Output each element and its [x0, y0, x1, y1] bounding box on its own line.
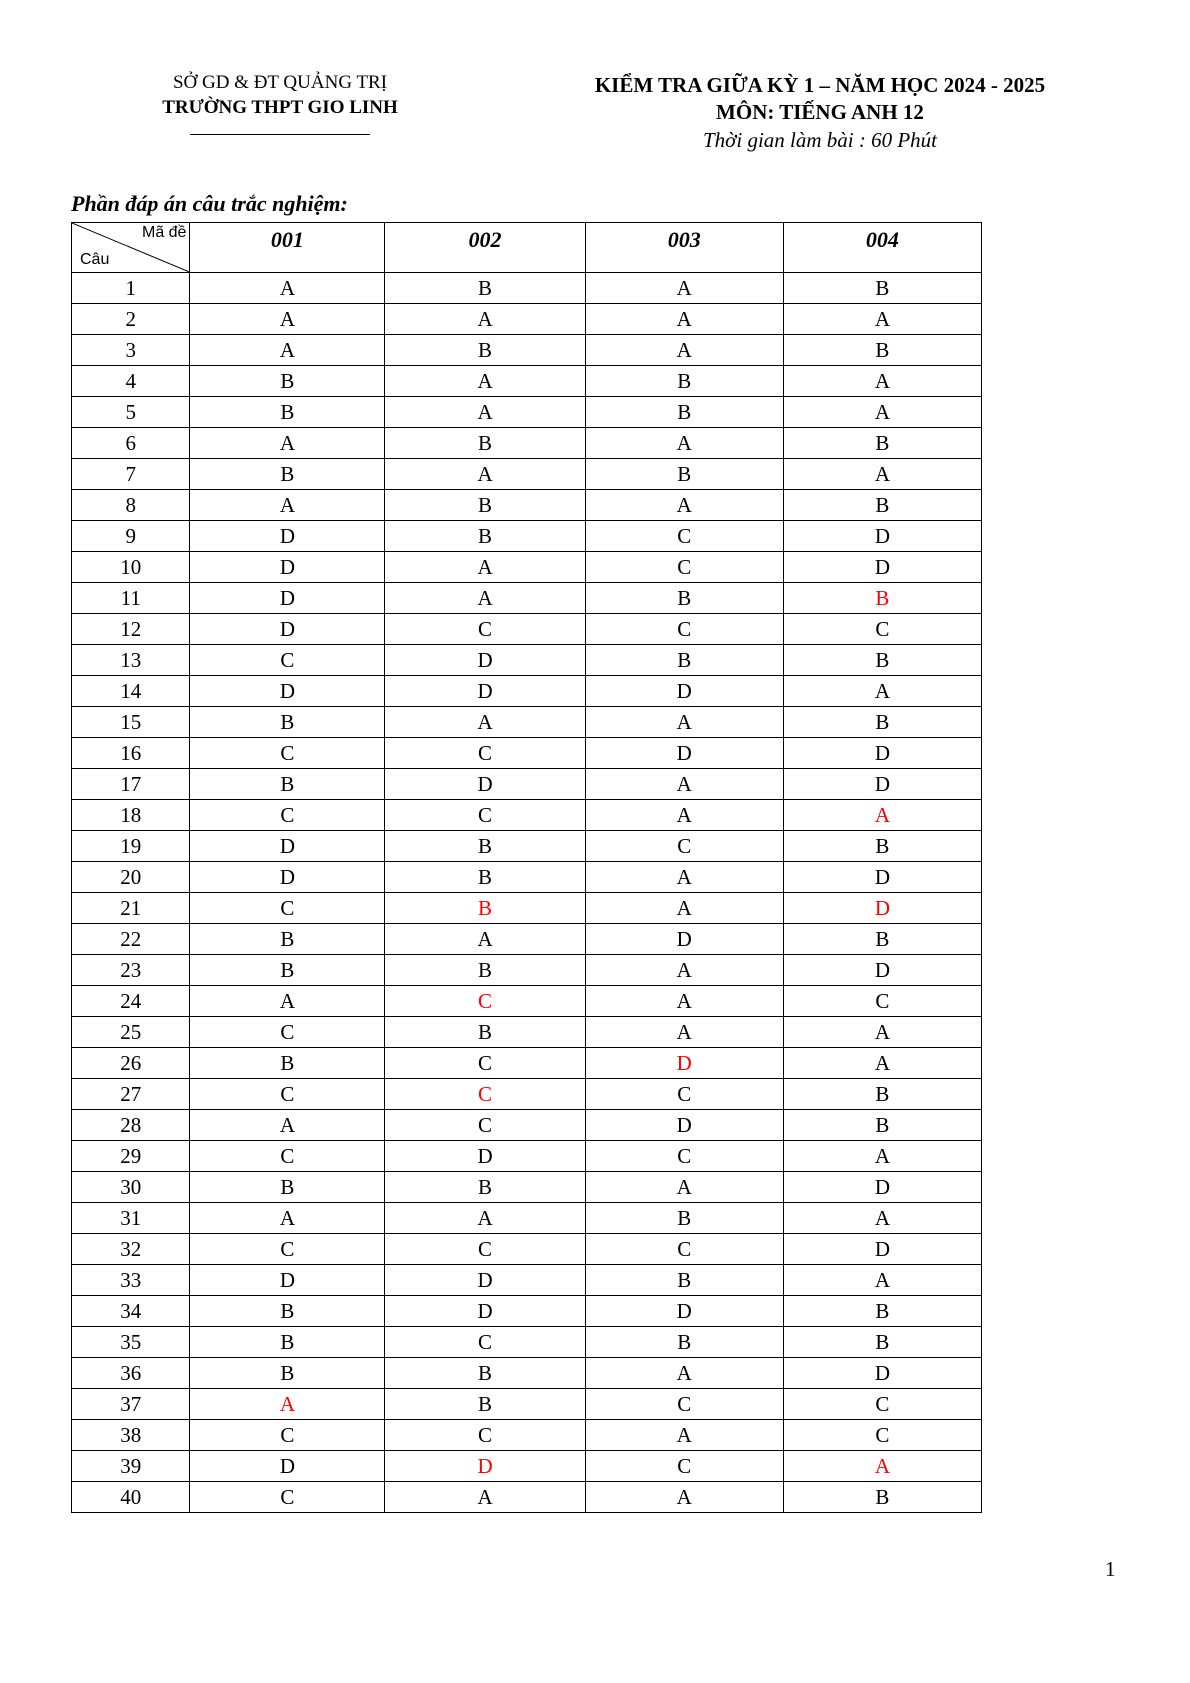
- question-number-cell: 22: [72, 924, 190, 955]
- question-number-cell: 23: [72, 955, 190, 986]
- answer-cell-code-1: A: [190, 304, 385, 335]
- answer-cell-code-2: C: [385, 1110, 585, 1141]
- answer-cell-code-2: C: [385, 1420, 585, 1451]
- answer-cell-code-4: D: [783, 1172, 981, 1203]
- answer-cell-code-4: B: [783, 335, 981, 366]
- table-row: [72, 614, 982, 645]
- answer-cell-code-1: D: [190, 831, 385, 862]
- table-row: [72, 1296, 982, 1327]
- header-left: [110, 70, 450, 135]
- answer-cell-code-4: C: [783, 1389, 981, 1420]
- table-row: [72, 428, 982, 459]
- answer-cell-code-1: C: [190, 1079, 385, 1110]
- question-number-cell: 16: [72, 738, 190, 769]
- department-name: SỞ GD & ĐT QUẢNG TRỊ: [172, 72, 388, 93]
- answer-cell-code-1: D: [190, 614, 385, 645]
- answer-cell-code-4: B: [783, 1327, 981, 1358]
- answer-cell-code-4: C: [783, 986, 981, 1017]
- table-row: [72, 1203, 982, 1234]
- question-number-cell: 20: [72, 862, 190, 893]
- answer-cell-code-4: D: [783, 738, 981, 769]
- answer-cell-code-4: C: [783, 1420, 981, 1451]
- answer-cell-code-4: A: [783, 1017, 981, 1048]
- answer-cell-code-2: B: [385, 893, 585, 924]
- answer-cell-code-1: D: [190, 583, 385, 614]
- question-number-cell: 13: [72, 645, 190, 676]
- answer-cell-code-1: C: [190, 800, 385, 831]
- question-number-cell: 5: [72, 397, 190, 428]
- answer-cell-code-2: A: [385, 583, 585, 614]
- answer-cell-code-2: B: [385, 862, 585, 893]
- answer-cell-code-2: D: [385, 1451, 585, 1482]
- answer-cell-code-1: A: [190, 1389, 385, 1420]
- table-corner-cell: [72, 223, 190, 273]
- answer-cell-code-4: B: [783, 490, 981, 521]
- answer-cell-code-2: B: [385, 955, 585, 986]
- answer-cell-code-3: A: [585, 986, 783, 1017]
- answer-cell-code-4: B: [783, 1482, 981, 1513]
- table-row: [72, 986, 982, 1017]
- question-number-cell: 37: [72, 1389, 190, 1420]
- answer-cell-code-2: C: [385, 986, 585, 1017]
- answer-cell-code-4: B: [783, 1296, 981, 1327]
- answer-cell-code-4: A: [783, 1265, 981, 1296]
- table-row: [72, 676, 982, 707]
- table-row: [72, 1048, 982, 1079]
- question-number-cell: 15: [72, 707, 190, 738]
- answer-cell-code-3: D: [585, 738, 783, 769]
- table-row: [72, 335, 982, 366]
- question-number-cell: 32: [72, 1234, 190, 1265]
- table-row: [72, 1389, 982, 1420]
- table-row: [72, 304, 982, 335]
- exam-title: KIỂM TRA GIỮA KỲ 1 – NĂM HỌC 2024 - 2025: [594, 73, 1046, 97]
- corner-code-label: Mã đề: [141, 224, 187, 241]
- answer-cell-code-2: D: [385, 645, 585, 676]
- column-header-code-2: 002: [385, 223, 585, 273]
- answer-cell-code-4: A: [783, 1451, 981, 1482]
- answer-cell-code-3: D: [585, 1110, 783, 1141]
- table-row: [72, 955, 982, 986]
- answer-cell-code-3: D: [585, 924, 783, 955]
- table-row: [72, 1110, 982, 1141]
- answer-cell-code-2: C: [385, 738, 585, 769]
- answer-cell-code-3: A: [585, 490, 783, 521]
- table-row: [72, 521, 982, 552]
- answer-cell-code-3: D: [585, 676, 783, 707]
- column-header-code-3: 003: [585, 223, 783, 273]
- table-row: [72, 1079, 982, 1110]
- answer-cell-code-1: C: [190, 1482, 385, 1513]
- answer-cell-code-1: B: [190, 1048, 385, 1079]
- answer-cell-code-2: B: [385, 1172, 585, 1203]
- question-number-cell: 28: [72, 1110, 190, 1141]
- answer-cell-code-3: C: [585, 831, 783, 862]
- answer-cell-code-4: A: [783, 397, 981, 428]
- answer-cell-code-3: A: [585, 304, 783, 335]
- column-header-code-1: 001: [190, 223, 385, 273]
- answer-cell-code-4: A: [783, 800, 981, 831]
- answer-cell-code-2: A: [385, 397, 585, 428]
- answer-cell-code-3: B: [585, 645, 783, 676]
- answer-cell-code-3: A: [585, 769, 783, 800]
- answer-cell-code-4: D: [783, 862, 981, 893]
- answer-cell-code-1: D: [190, 1265, 385, 1296]
- table-row: [72, 459, 982, 490]
- answer-cell-code-1: B: [190, 1327, 385, 1358]
- answer-cell-code-2: C: [385, 1327, 585, 1358]
- question-number-cell: 33: [72, 1265, 190, 1296]
- table-row: [72, 1358, 982, 1389]
- question-number-cell: 30: [72, 1172, 190, 1203]
- question-number-cell: 17: [72, 769, 190, 800]
- table-row: [72, 1172, 982, 1203]
- answer-cell-code-4: D: [783, 521, 981, 552]
- answer-cell-code-1: C: [190, 893, 385, 924]
- table-row: [72, 1265, 982, 1296]
- answer-cell-code-3: A: [585, 862, 783, 893]
- answer-cell-code-1: C: [190, 1420, 385, 1451]
- answer-cell-code-3: C: [585, 1451, 783, 1482]
- answer-cell-code-2: B: [385, 1389, 585, 1420]
- answer-cell-code-3: A: [585, 1017, 783, 1048]
- table-row: [72, 862, 982, 893]
- answer-cell-code-2: A: [385, 552, 585, 583]
- answer-cell-code-4: D: [783, 769, 981, 800]
- answer-cell-code-3: A: [585, 800, 783, 831]
- answer-cell-code-1: B: [190, 707, 385, 738]
- answer-cell-code-3: A: [585, 955, 783, 986]
- question-number-cell: 29: [72, 1141, 190, 1172]
- answer-cell-code-1: D: [190, 552, 385, 583]
- question-number-cell: 9: [72, 521, 190, 552]
- table-row: [72, 924, 982, 955]
- answer-cell-code-4: B: [783, 645, 981, 676]
- answer-cell-code-1: C: [190, 645, 385, 676]
- answer-cell-code-3: A: [585, 1172, 783, 1203]
- answer-cell-code-1: B: [190, 1296, 385, 1327]
- table-row: [72, 273, 982, 304]
- answer-cell-code-1: C: [190, 1141, 385, 1172]
- answer-cell-code-3: B: [585, 1265, 783, 1296]
- table-row: [72, 1451, 982, 1482]
- question-number-cell: 39: [72, 1451, 190, 1482]
- answer-cell-code-3: B: [585, 1203, 783, 1234]
- answer-cell-code-2: C: [385, 1079, 585, 1110]
- question-number-cell: 2: [72, 304, 190, 335]
- answer-cell-code-2: B: [385, 521, 585, 552]
- table-row: [72, 583, 982, 614]
- answer-cell-code-2: B: [385, 273, 585, 304]
- answer-cell-code-1: A: [190, 335, 385, 366]
- answer-cell-code-3: C: [585, 1141, 783, 1172]
- question-number-cell: 18: [72, 800, 190, 831]
- answer-cell-code-4: C: [783, 614, 981, 645]
- question-number-cell: 8: [72, 490, 190, 521]
- answer-cell-code-2: B: [385, 1358, 585, 1389]
- table-row: [72, 707, 982, 738]
- question-number-cell: 34: [72, 1296, 190, 1327]
- answer-cell-code-1: A: [190, 1110, 385, 1141]
- answer-cell-code-4: B: [783, 1110, 981, 1141]
- question-number-cell: 4: [72, 366, 190, 397]
- question-number-cell: 3: [72, 335, 190, 366]
- answer-cell-code-1: B: [190, 397, 385, 428]
- answer-cell-code-4: B: [783, 583, 981, 614]
- answer-cell-code-1: D: [190, 862, 385, 893]
- answer-cell-code-4: B: [783, 428, 981, 459]
- question-number-cell: 21: [72, 893, 190, 924]
- answer-cell-code-4: D: [783, 893, 981, 924]
- exam-duration: Thời gian làm bài : 60 Phút: [702, 128, 938, 152]
- answer-cell-code-1: B: [190, 366, 385, 397]
- question-number-cell: 12: [72, 614, 190, 645]
- question-number-cell: 31: [72, 1203, 190, 1234]
- answer-cell-code-1: B: [190, 459, 385, 490]
- answer-cell-code-3: D: [585, 1048, 783, 1079]
- answer-cell-code-3: A: [585, 273, 783, 304]
- answer-cell-code-2: A: [385, 459, 585, 490]
- answer-cell-code-2: B: [385, 1017, 585, 1048]
- answer-cell-code-2: D: [385, 769, 585, 800]
- answer-cell-code-4: A: [783, 459, 981, 490]
- answer-key-table: [71, 222, 982, 1513]
- answer-cell-code-2: D: [385, 676, 585, 707]
- answer-cell-code-3: C: [585, 552, 783, 583]
- answer-cell-code-1: A: [190, 273, 385, 304]
- table-row: [72, 1327, 982, 1358]
- answer-cell-code-2: C: [385, 1048, 585, 1079]
- answer-cell-code-1: B: [190, 1358, 385, 1389]
- answer-cell-code-2: A: [385, 1482, 585, 1513]
- question-number-cell: 35: [72, 1327, 190, 1358]
- answer-cell-code-3: C: [585, 1389, 783, 1420]
- table-header-row: [72, 223, 982, 273]
- question-number-cell: 6: [72, 428, 190, 459]
- answer-cell-code-4: B: [783, 831, 981, 862]
- answer-cell-code-2: D: [385, 1296, 585, 1327]
- answer-cell-code-1: B: [190, 955, 385, 986]
- question-number-cell: 40: [72, 1482, 190, 1513]
- answer-cell-code-3: A: [585, 707, 783, 738]
- answer-cell-code-1: B: [190, 924, 385, 955]
- answer-cell-code-3: A: [585, 1482, 783, 1513]
- answer-cell-code-1: B: [190, 769, 385, 800]
- answer-cell-code-2: C: [385, 614, 585, 645]
- answer-cell-code-3: A: [585, 428, 783, 459]
- corner-question-label: Câu: [80, 251, 110, 268]
- answer-cell-code-4: D: [783, 1358, 981, 1389]
- answer-cell-code-1: D: [190, 521, 385, 552]
- answer-cell-code-3: D: [585, 1296, 783, 1327]
- table-row: [72, 1017, 982, 1048]
- answer-cell-code-2: A: [385, 924, 585, 955]
- answer-cell-code-1: C: [190, 1017, 385, 1048]
- answer-cell-code-4: B: [783, 707, 981, 738]
- table-row: [72, 1141, 982, 1172]
- answer-cell-code-2: D: [385, 1265, 585, 1296]
- answer-cell-code-4: D: [783, 955, 981, 986]
- question-number-cell: 14: [72, 676, 190, 707]
- answer-cell-code-2: B: [385, 831, 585, 862]
- answer-cell-code-4: B: [783, 924, 981, 955]
- table-row: [72, 366, 982, 397]
- answer-cell-code-3: B: [585, 459, 783, 490]
- answer-cell-code-2: B: [385, 490, 585, 521]
- table-row: [72, 769, 982, 800]
- answer-cell-code-1: B: [190, 1172, 385, 1203]
- answer-cell-code-2: D: [385, 1141, 585, 1172]
- question-number-cell: 11: [72, 583, 190, 614]
- answer-cell-code-4: A: [783, 1048, 981, 1079]
- answer-cell-code-4: B: [783, 1079, 981, 1110]
- header-divider: [190, 134, 370, 135]
- answer-cell-code-2: A: [385, 707, 585, 738]
- answer-cell-code-4: A: [783, 1203, 981, 1234]
- answer-cell-code-4: A: [783, 304, 981, 335]
- header-right: [540, 72, 1100, 154]
- question-number-cell: 26: [72, 1048, 190, 1079]
- answer-cell-code-2: A: [385, 366, 585, 397]
- answer-cell-code-4: A: [783, 1141, 981, 1172]
- answer-cell-code-2: B: [385, 335, 585, 366]
- answer-cell-code-1: A: [190, 428, 385, 459]
- answer-cell-code-2: B: [385, 428, 585, 459]
- answer-cell-code-3: C: [585, 1079, 783, 1110]
- answer-cell-code-3: C: [585, 1234, 783, 1265]
- answer-cell-code-3: B: [585, 583, 783, 614]
- question-number-cell: 7: [72, 459, 190, 490]
- answer-cell-code-3: B: [585, 1327, 783, 1358]
- table-row: [72, 1234, 982, 1265]
- answer-cell-code-3: B: [585, 366, 783, 397]
- page-number: 1: [1105, 1557, 1116, 1581]
- table-row: [72, 893, 982, 924]
- answer-cell-code-1: D: [190, 676, 385, 707]
- table-row: [72, 1420, 982, 1451]
- answer-cell-code-2: A: [385, 1203, 585, 1234]
- section-title: Phần đáp án câu trắc nghiệm:: [71, 191, 348, 216]
- question-number-cell: 10: [72, 552, 190, 583]
- answer-cell-code-1: A: [190, 986, 385, 1017]
- question-number-cell: 36: [72, 1358, 190, 1389]
- table-row: [72, 490, 982, 521]
- answer-cell-code-3: A: [585, 1420, 783, 1451]
- answer-cell-code-1: D: [190, 1451, 385, 1482]
- school-name: TRƯỜNG THPT GIO LINH: [162, 97, 398, 118]
- answer-cell-code-1: C: [190, 1234, 385, 1265]
- answer-cell-code-4: D: [783, 552, 981, 583]
- exam-subject: MÔN: TIẾNG ANH 12: [716, 100, 924, 124]
- answer-cell-code-4: A: [783, 366, 981, 397]
- answer-cell-code-3: A: [585, 335, 783, 366]
- answer-cell-code-3: C: [585, 521, 783, 552]
- question-number-cell: 19: [72, 831, 190, 862]
- answer-cell-code-2: C: [385, 1234, 585, 1265]
- question-number-cell: 25: [72, 1017, 190, 1048]
- answer-cell-code-3: C: [585, 614, 783, 645]
- question-number-cell: 38: [72, 1420, 190, 1451]
- answer-cell-code-4: A: [783, 676, 981, 707]
- table-row: [72, 800, 982, 831]
- column-header-code-4: 004: [783, 223, 981, 273]
- answer-cell-code-4: D: [783, 1234, 981, 1265]
- answer-cell-code-4: B: [783, 273, 981, 304]
- question-number-cell: 1: [72, 273, 190, 304]
- answer-cell-code-2: C: [385, 800, 585, 831]
- question-number-cell: 27: [72, 1079, 190, 1110]
- table-row: [72, 552, 982, 583]
- table-row: [72, 397, 982, 428]
- answer-cell-code-3: B: [585, 397, 783, 428]
- table-row: [72, 738, 982, 769]
- answer-cell-code-1: A: [190, 1203, 385, 1234]
- answer-cell-code-2: A: [385, 304, 585, 335]
- answer-cell-code-3: A: [585, 1358, 783, 1389]
- table-row: [72, 1482, 982, 1513]
- table-row: [72, 831, 982, 862]
- table-row: [72, 645, 982, 676]
- answer-cell-code-1: C: [190, 738, 385, 769]
- answer-cell-code-1: A: [190, 490, 385, 521]
- answer-cell-code-3: A: [585, 893, 783, 924]
- question-number-cell: 24: [72, 986, 190, 1017]
